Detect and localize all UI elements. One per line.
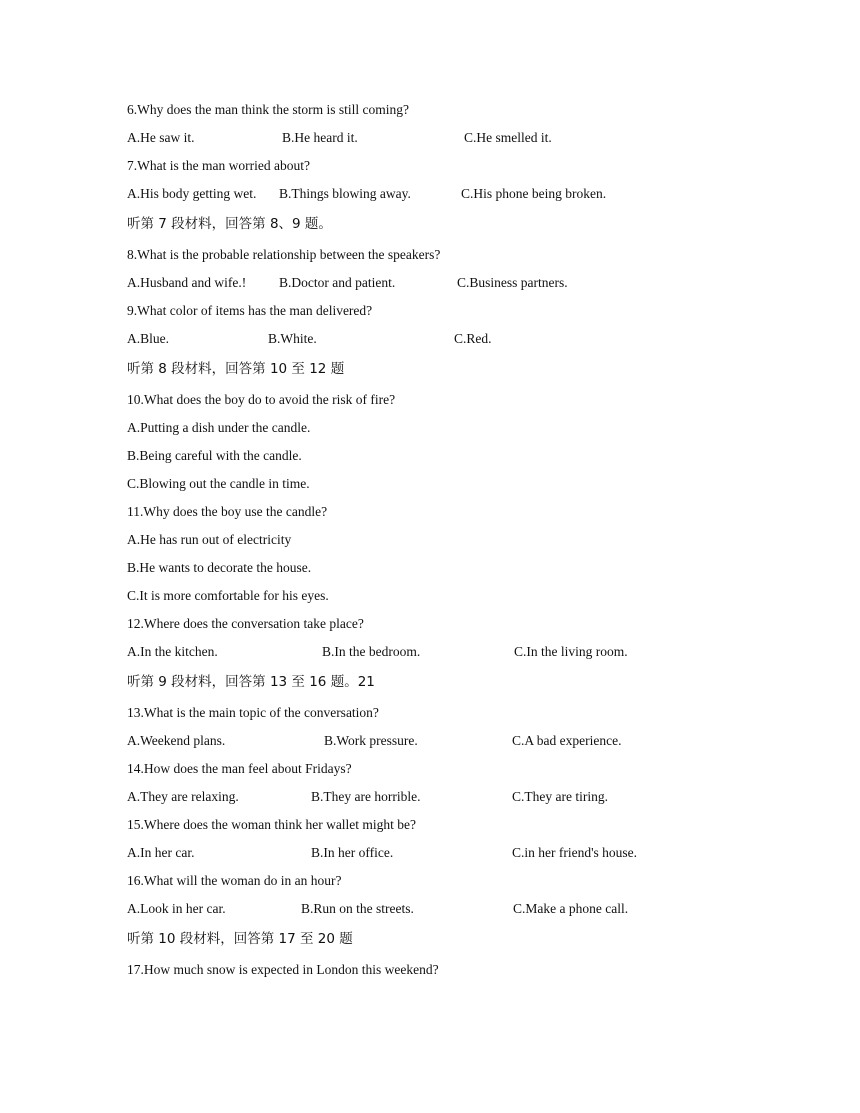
options-9 xyxy=(127,325,767,353)
option-a: A.Husband and wife.! xyxy=(127,275,247,290)
option-a: A.Putting a dish under the candle. xyxy=(127,420,311,435)
options-8 xyxy=(127,269,767,297)
option-a: A.In the kitchen. xyxy=(127,644,218,659)
option-b: B.They are horrible. xyxy=(311,789,421,804)
options-12 xyxy=(127,638,767,666)
option-b: B.In the bedroom. xyxy=(322,644,421,659)
option-c: C.In the living room. xyxy=(514,644,628,659)
option-a: A.He has run out of electricity xyxy=(127,532,292,547)
question-14: 14.How does the man feel about Fridays? xyxy=(127,761,352,776)
question-16: 16.What will the woman do in an hour? xyxy=(127,873,342,888)
option-c: C.A bad experience. xyxy=(512,733,622,748)
option-c: C.They are tiring. xyxy=(512,789,608,804)
option-b: B.In her office. xyxy=(311,845,394,860)
option-a: A.Look in her car. xyxy=(127,901,226,916)
options-6 xyxy=(127,124,767,152)
question-11: 11.Why does the boy use the candle? xyxy=(127,504,328,519)
option-c: C.It is more comfortable for his eyes. xyxy=(127,588,329,603)
options-13 xyxy=(127,727,767,755)
option-b: B.Things blowing away. xyxy=(279,186,411,201)
question-17: 17.How much snow is expected in London this weekend? xyxy=(127,962,439,977)
option-c: C.in her friend's house. xyxy=(512,845,638,860)
option-a: A.Blue. xyxy=(127,331,169,346)
section-heading-7: 听第 7 段材料，回答第 8、9 题。 xyxy=(127,216,332,232)
question-9: 9.What color of items has the man delivered? xyxy=(127,303,373,318)
option-b: B.He wants to decorate the house. xyxy=(127,560,312,575)
option-c: C.Make a phone call. xyxy=(513,901,629,916)
question-10: 10.What does the boy do to avoid the risk of fire? xyxy=(127,392,396,407)
options-16 xyxy=(127,895,767,923)
question-6: 6.Why does the man think the storm is still coming? xyxy=(127,102,409,117)
option-b: B.Run on the streets. xyxy=(301,901,414,916)
options-15 xyxy=(127,839,767,867)
question-12: 12.Where does the conversation take place? xyxy=(127,616,364,631)
option-b: B.Work pressure. xyxy=(324,733,418,748)
exam-page xyxy=(127,96,767,984)
option-a: A.Weekend plans. xyxy=(127,733,226,748)
section-heading-10: 听第 10 段材料，回答第 17 至 20 题 xyxy=(127,931,353,947)
question-13: 13.What is the main topic of the conversation? xyxy=(127,705,379,720)
option-c: C.His phone being broken. xyxy=(461,186,607,201)
question-8: 8.What is the probable relationship between the speakers? xyxy=(127,247,441,262)
option-a: A.His body getting wet. xyxy=(127,186,257,201)
option-c: C.He smelled it. xyxy=(464,130,552,145)
options-14 xyxy=(127,783,767,811)
option-b: B.Being careful with the candle. xyxy=(127,448,302,463)
question-7: 7.What is the man worried about? xyxy=(127,158,310,173)
section-heading-9: 听第 9 段材料，回答第 13 至 16 题。21 xyxy=(127,674,375,690)
option-b: B.Doctor and patient. xyxy=(279,275,396,290)
options-7 xyxy=(127,180,767,208)
option-a: A.They are relaxing. xyxy=(127,789,239,804)
option-b: B.White. xyxy=(268,331,317,346)
question-15: 15.Where does the woman think her wallet might be? xyxy=(127,817,417,832)
option-c: C.Red. xyxy=(454,331,492,346)
option-b: B.He heard it. xyxy=(282,130,358,145)
option-c: C.Blowing out the candle in time. xyxy=(127,476,310,491)
option-a: A.In her car. xyxy=(127,845,195,860)
option-a: A.He saw it. xyxy=(127,130,195,145)
option-c: C.Business partners. xyxy=(457,275,568,290)
section-heading-8: 听第 8 段材料，回答第 10 至 12 题 xyxy=(127,361,345,377)
